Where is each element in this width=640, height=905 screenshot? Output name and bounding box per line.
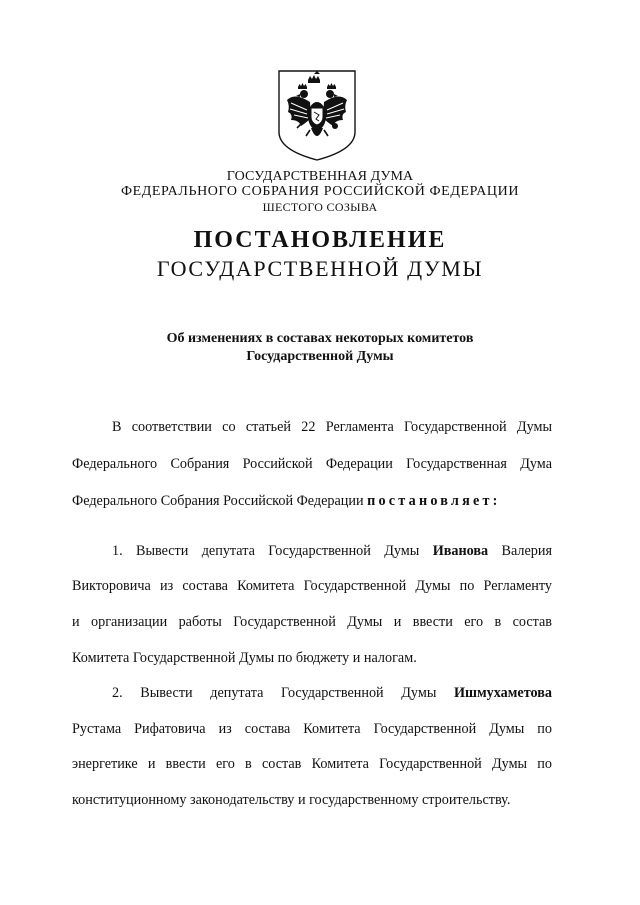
item-2-line-2: Рустама Рифатовича из состава Комитета Государственной Думы по bbox=[72, 721, 552, 737]
decree-word: постановляет: bbox=[367, 493, 501, 509]
org-name-line-2: ФЕДЕРАЛЬНОГО СОБРАНИЯ РОССИЙСКОЙ ФЕДЕРАЦИИ bbox=[120, 184, 520, 199]
preamble-line-3-text: Федерального Собрания Российской Федерации bbox=[72, 493, 368, 509]
item-2-line-4: конституционному законодательству и государственному строительству. bbox=[72, 792, 511, 808]
subject-line-1: Об изменениях в составах некоторых комитетов bbox=[166, 331, 474, 346]
subject-line-2: Государственной Думы bbox=[246, 349, 394, 364]
item-1-line-2: Викторовича из состава Комитета Государственной Думы по Регламенту bbox=[72, 578, 552, 594]
item-2-line-1 bbox=[112, 685, 552, 702]
org-name-line-1: ГОСУДАРСТВЕННАЯ ДУМА bbox=[226, 169, 414, 184]
item-1-deputy-name: Валерия bbox=[488, 543, 552, 559]
preamble-line-1: В соответствии со статьей 22 Регламента Государственной Думы bbox=[112, 419, 552, 435]
convocation-line: ШЕСТОГО СОЗЫВА bbox=[262, 200, 378, 214]
item-1-deputy-surname: Иванова bbox=[432, 543, 489, 559]
preamble-line-3 bbox=[72, 493, 552, 510]
document-subtitle: ГОСУДАРСТВЕННОЙ ДУМЫ bbox=[156, 256, 484, 281]
item-1-line-4: Комитета Государственной Думы по бюджету и налогам. bbox=[72, 650, 417, 666]
preamble-line-2: Федерального Собрания Российской Федерации Государственная Дума bbox=[72, 456, 552, 472]
item-1-line-1-text: 1. Вывести депутата Государственной Думы bbox=[112, 543, 433, 559]
item-2-line-1-text: 2. Вывести депутата Государственной Думы bbox=[112, 685, 454, 701]
item-2-line-3: энергетике и ввести его в состав Комитета Государственной Думы по bbox=[72, 756, 552, 772]
item-1-line-3: и организации работы Государственной Думы и ввести его в состав bbox=[72, 614, 552, 630]
document-title: ПОСТАНОВЛЕНИЕ bbox=[193, 227, 447, 253]
item-1-line-1 bbox=[112, 543, 552, 560]
coat-of-arms-emblem bbox=[277, 70, 357, 162]
item-2-deputy-surname: Ишмухаметова bbox=[453, 685, 552, 701]
